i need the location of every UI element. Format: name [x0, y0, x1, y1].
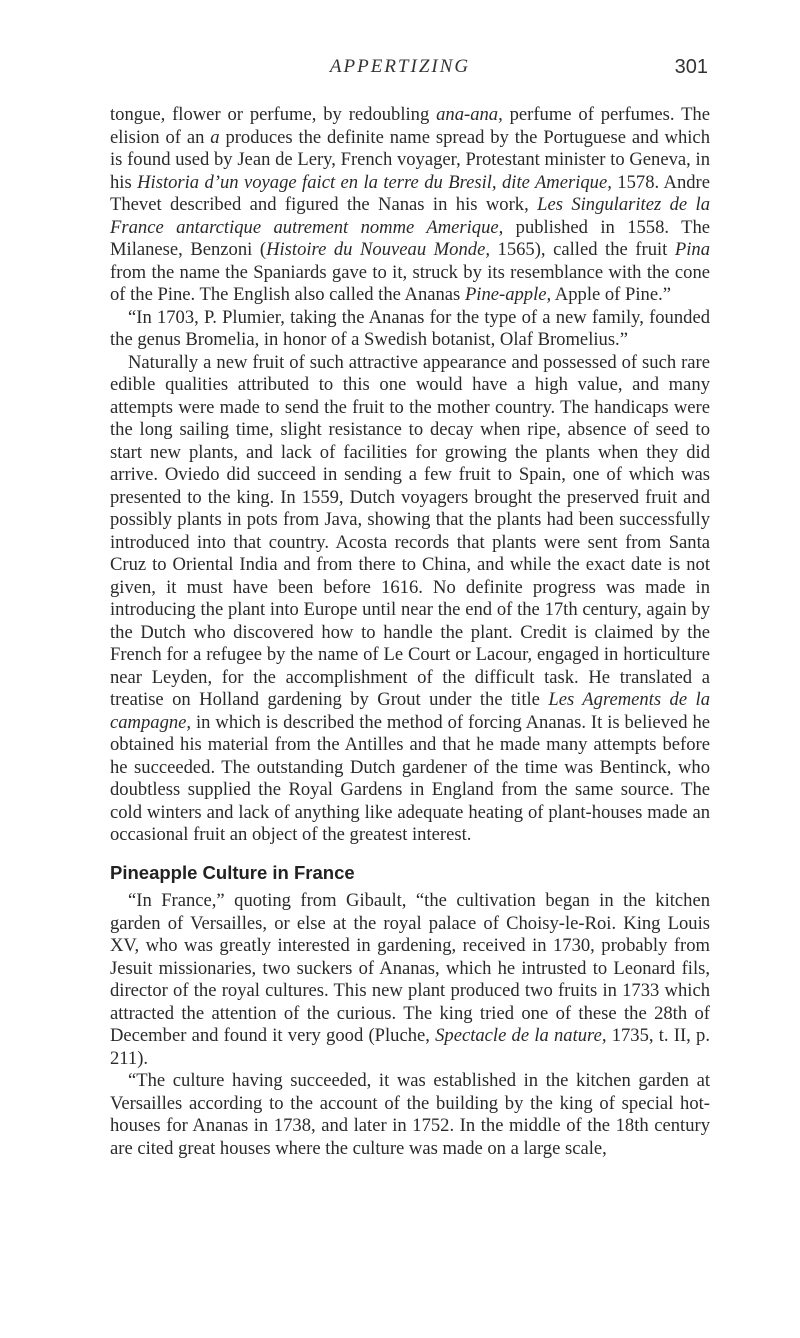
page-number: 301	[674, 56, 708, 78]
paragraph-1: tongue, flower or perfume, by redoubling ana-ana, perfume of perfumes. The elision of an a produces the definite name spread by the Portuguese and which is found used by Jean de Lery, French voyager, Protestant minister to Geneva, in his Historia d’un voyage faict en la terre du Bresil, dite Amerique, 1578. Andre Thevet described and figured the Nanas in his work, Les Singularitez de la France antarctique autrement nomme Amerique, published in 1558. The Milanese, Benzoni (Histoire du Nouveau Monde, 1565), called the fruit Pina from the name the Spaniards gave to it, struck by its resemblance with the cone of the Pine. The English also called the Ananas Pine-apple, Apple of Pine.”	[110, 104, 711, 305]
paragraph-4: “In France,” quoting from Gibault, “the cultivation began in the kitchen garden of Versailles, or else at the royal palace of Choisy-le-Roi. King Louis XV, who was greatly interested in gardening, received in 1730, probably from Jesuit missionaries, two suckers of Ananas, which he intrusted to Leonard fils, director of the royal cultures. This new plant produced two fruits in 1733 which attracted the attention of the curious. The king tried one of these the 28th of December and found it very good (Pluche, Spectacle de la nature, 1735, t. II, p. 211).	[110, 890, 710, 1069]
section-heading: Pineapple Culture in France	[110, 861, 355, 883]
running-head	[0, 52, 800, 86]
paragraph-3: Naturally a new fruit of such attractive appearance and possessed of such rare edible qualities attributed to this one would have a high value, and many attempts were made to send the fruit to the mother country. The handicaps were the long sailing time, slight resistance to decay when ripe, absence of seed to start new plants, and lack of facilities for growing the plants when they did arrive. Oviedo did succeed in sending a few fruit to Spain, one of which was presented to the king. In 1559, Dutch voyagers brought the preserved fruit and possibly plants in pots from Java, showing that the plants had been successfully introduced into that country. Acosta records that plants were sent from Santa Cruz to Oriental India and from there to China, and while the exact date is not given, it must have been before 1616. No definite progress was made in introducing the plant into Europe until near the end of the 17th century, again by the Dutch who discovered how to handle the plant. Credit is claimed by the French for a refugee by the name of Le Court or Lacour, engaged in horticulture near Leyden, for the accomplishment of the difficult task. He translated a treatise on Holland gardening by Grout under the title Les Agrements de la campagne, in which is described the method of forcing Ananas. It is believed he obtained his material from the Antilles and that he made many attempts before he succeeded. The outstanding Dutch gardener of the time was Bentinck, who doubtless supplied the Royal Gardens in England from the same source. The cold winters and lack of anything like adequate heating of plant-houses made an occasional fruit an object of the greatest interest.	[110, 351, 710, 845]
paragraph-2: “In 1703, P. Plumier, taking the Ananas for the type of a new family, founded the genus Bromelia, in honor of a Swedish botanist, Olaf Bromelius.”	[110, 306, 710, 350]
paragraph-5: “The culture having succeeded, it was established in the kitchen garden at Versailles according to the account of the building by the king of special hot-houses for Ananas in 1738, and later in 1752. In the middle of the 18th century are cited great houses where the culture was made on a large scale,	[110, 1070, 710, 1159]
running-title: APPERTIZING	[329, 56, 471, 77]
page-body	[110, 104, 710, 1160]
